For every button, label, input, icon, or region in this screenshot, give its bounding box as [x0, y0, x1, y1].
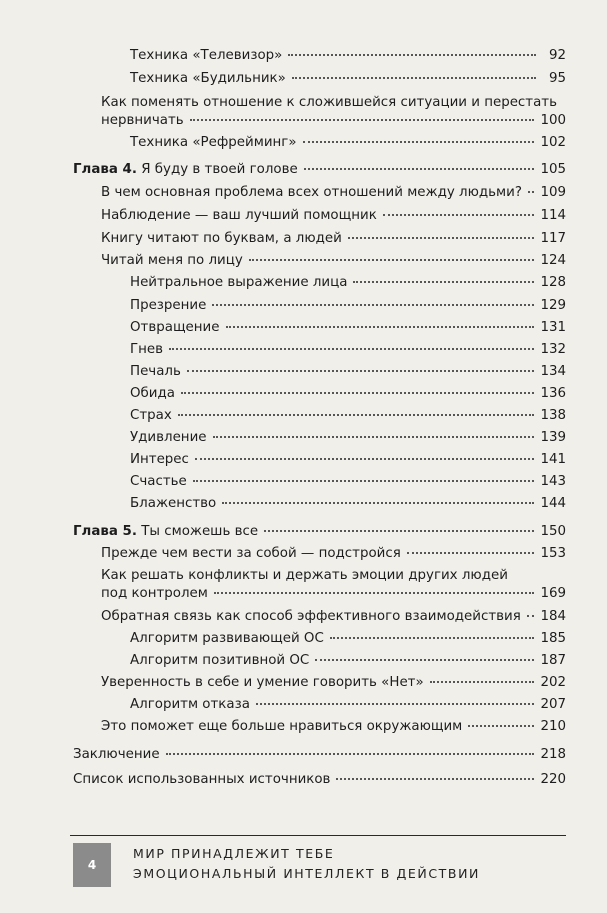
toc-entry-title: нервничать [101, 113, 184, 128]
toc-entry-page: 131 [540, 320, 566, 335]
toc-entry-title: Презрение [130, 298, 207, 313]
toc-entry-title: Техника «Телевизор» [130, 48, 283, 63]
toc-entry [101, 545, 566, 562]
toc-entry [101, 184, 566, 201]
toc-entry-page: 109 [540, 185, 566, 200]
dot-leader [212, 304, 534, 306]
toc-entry-title: Список использованных источников [73, 772, 331, 787]
toc-entry [101, 585, 566, 602]
dot-leader [292, 77, 536, 79]
toc-entry-title: Нейтральное выражение лица [130, 275, 348, 290]
toc-entry [101, 207, 566, 224]
running-title: МИР ПРИНАДЛЕЖИТ ТЕБЕ [133, 846, 335, 861]
chapter-title: Я буду в твоей голове [141, 162, 298, 177]
toc-entry [130, 385, 566, 402]
dot-leader [430, 681, 535, 683]
toc-entry [73, 746, 566, 763]
dot-leader [222, 502, 534, 504]
dot-leader [315, 659, 534, 661]
dot-leader [190, 119, 535, 121]
toc-entry-title: Печаль [130, 364, 181, 379]
dot-leader [348, 237, 535, 239]
chapter-title: Ты сможешь все [141, 524, 259, 539]
toc-entry-page: 187 [540, 653, 566, 668]
toc-chapter-entry [73, 523, 566, 540]
toc-entry-page: 150 [540, 524, 566, 539]
toc-entry-page: 143 [540, 474, 566, 489]
dot-leader [214, 592, 535, 594]
toc-entry-page: 202 [540, 675, 566, 690]
toc-entry-title: Алгоритм позитивной ОС [130, 653, 310, 668]
toc-entry [130, 451, 566, 468]
toc-entry-title: под контролем [101, 586, 208, 601]
toc-entry-title: Страх [130, 408, 172, 423]
footer-divider [70, 835, 566, 836]
toc-entry [130, 134, 566, 151]
dot-leader [166, 753, 535, 755]
toc-entry-page: 124 [540, 253, 566, 268]
toc-entry-title: Наблюдение — ваш лучший помощник [101, 208, 377, 223]
dot-leader [527, 615, 535, 617]
dot-leader [336, 778, 534, 780]
toc-entry [101, 718, 566, 735]
toc-entry-page: 114 [540, 208, 566, 223]
toc-entry-page: 144 [540, 496, 566, 511]
toc-entry [130, 319, 566, 336]
toc-entry-title: Техника «Будильник» [130, 71, 286, 86]
dot-leader [468, 725, 534, 727]
toc-entry-page: 102 [540, 135, 566, 150]
toc-entry-page: 132 [540, 342, 566, 357]
toc-entry [101, 608, 566, 625]
dot-leader [195, 458, 535, 460]
toc-entry [73, 771, 566, 788]
toc-entry-title: Отвращение [130, 320, 220, 335]
dot-leader [383, 214, 535, 216]
toc-entry-page: 134 [540, 364, 566, 379]
toc-entry-title-line1: Как поменять отношение к сложившейся ситуации и перестать [101, 95, 557, 110]
dot-leader [178, 414, 535, 416]
toc-entry [130, 696, 566, 713]
toc-chapter-entry [73, 161, 566, 178]
toc-entry-page: 128 [540, 275, 566, 290]
toc-entry-page: 92 [548, 48, 566, 63]
toc-entry [130, 274, 566, 291]
dot-leader [226, 326, 535, 328]
toc-entry-page: 129 [540, 298, 566, 313]
toc-entry-page: 117 [540, 231, 566, 246]
toc-entry-page: 210 [540, 719, 566, 734]
toc-entry-title: Техника «Рефрейминг» [130, 135, 297, 150]
toc-entry-page: 207 [540, 697, 566, 712]
toc-entry-title: Заключение [73, 747, 160, 762]
toc-entry-page: 141 [540, 452, 566, 467]
dot-leader [528, 191, 534, 193]
toc-entry [101, 674, 566, 691]
dot-leader [256, 703, 535, 705]
toc-entry [101, 252, 566, 269]
dot-leader [330, 637, 535, 639]
toc-entry [130, 297, 566, 314]
toc-entry-title: Читай меня по лицу [101, 253, 243, 268]
toc-entry-page: 139 [540, 430, 566, 445]
dot-leader [249, 259, 535, 261]
toc-entry-page: 169 [540, 586, 566, 601]
toc-entry-page: 100 [540, 113, 566, 128]
toc-entry-page: 138 [540, 408, 566, 423]
toc-entry-title-line1: Как решать конфликты и держать эмоции других людей [101, 568, 508, 583]
toc-entry-page: 95 [548, 71, 566, 86]
toc-entry-page: 218 [540, 747, 566, 762]
toc-entry [130, 407, 566, 424]
dot-leader [353, 281, 534, 283]
toc-entry-title [73, 523, 258, 540]
dot-leader [169, 348, 534, 350]
chapter-number: Глава 4. [73, 162, 137, 177]
dot-leader [407, 552, 535, 554]
toc-entry-title: Алгоритм отказа [130, 697, 250, 712]
toc-entry-page: 136 [540, 386, 566, 401]
toc-entry-page: 185 [540, 631, 566, 646]
toc-entry-title: Интерес [130, 452, 189, 467]
toc-entry-page: 153 [540, 546, 566, 561]
toc-entry [130, 495, 566, 512]
toc-entry [101, 230, 566, 247]
toc-entry-title: Уверенность в себе и умение говорить «Нет» [101, 675, 424, 690]
toc-entry [130, 630, 566, 647]
toc-entry-title: Книгу читают по буквам, а людей [101, 231, 342, 246]
toc-entry [130, 363, 566, 380]
toc-entry-title [73, 161, 298, 178]
toc-entry-title: Прежде чем вести за собой — подстройся [101, 546, 401, 561]
dot-leader [187, 370, 535, 372]
chapter-number: Глава 5. [73, 524, 137, 539]
toc-entry-title: В чем основная проблема всех отношений между людьми? [101, 185, 522, 200]
toc-entry [130, 47, 566, 64]
toc-entry [130, 429, 566, 446]
toc-entry-title: Алгоритм развивающей ОС [130, 631, 324, 646]
toc-entry-title: Удивление [130, 430, 207, 445]
dot-leader [181, 392, 534, 394]
dot-leader [288, 54, 536, 56]
page-number-box: 4 [73, 843, 111, 887]
dot-leader [193, 480, 535, 482]
running-subtitle: ЭМОЦИОНАЛЬНЫЙ ИНТЕЛЛЕКТ В ДЕЙСТВИИ [133, 866, 480, 881]
dot-leader [213, 436, 535, 438]
toc-entry [101, 112, 566, 129]
dot-leader [264, 530, 534, 532]
toc-entry-page: 220 [540, 772, 566, 787]
toc-entry-title: Обратная связь как способ эффективного взаимодействия [101, 609, 521, 624]
toc-entry-title: Гнев [130, 342, 164, 357]
dot-leader [304, 168, 535, 170]
toc-entry [130, 473, 566, 490]
toc-entry [130, 652, 566, 669]
toc-entry-title: Это поможет еще больше нравиться окружающим [101, 719, 463, 734]
toc-entry-title: Блаженство [130, 496, 217, 511]
toc-entry-page: 184 [540, 609, 566, 624]
toc-entry-title: Обида [130, 386, 175, 401]
toc-entry-page: 105 [540, 162, 566, 177]
toc-entry-title: Счастье [130, 474, 187, 489]
toc-entry [130, 70, 566, 87]
toc-entry [130, 341, 566, 358]
dot-leader [303, 141, 535, 143]
